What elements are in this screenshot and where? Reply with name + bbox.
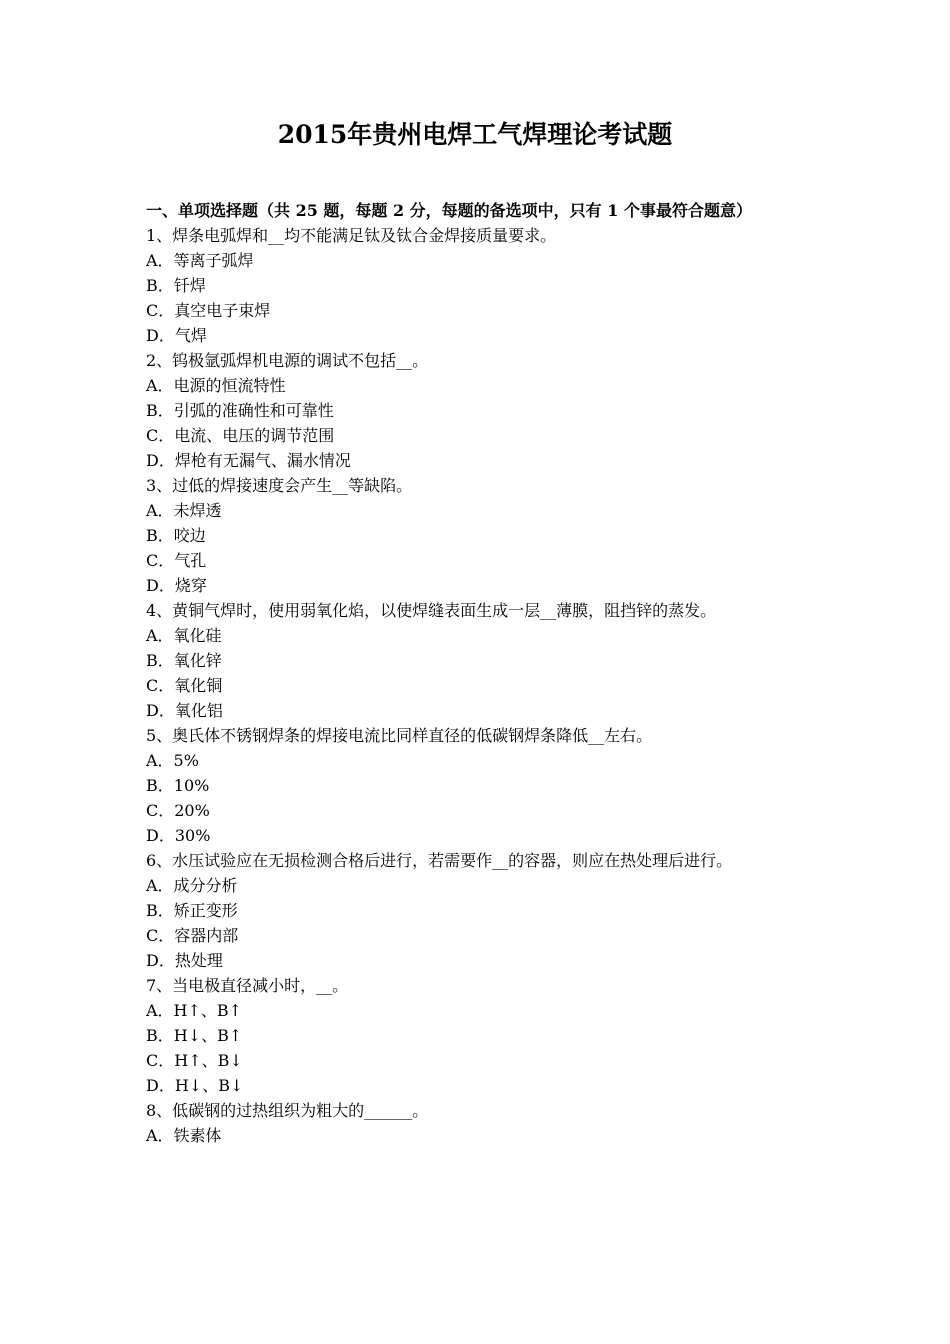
question-text: 2、钨极氩弧焊机电源的调试不包括__。 [146, 351, 429, 370]
question-text: 8、低碳钢的过热组织为粗大的______。 [146, 1101, 429, 1120]
option-c: C．氧化铜 [146, 676, 223, 695]
option-d: D．烧穿 [146, 576, 207, 595]
document-body [146, 199, 811, 1148]
option-d: D．气焊 [146, 326, 207, 345]
option-a: A．电源的恒流特性 [146, 376, 286, 395]
option-a: A．等离子弧焊 [146, 251, 254, 270]
option-d: D．焊枪有无漏气、漏水情况 [146, 451, 351, 470]
question-5 [146, 723, 811, 848]
option-b: B．H↓、B↑ [146, 1026, 243, 1045]
option-b: B．引弧的准确性和可靠性 [146, 401, 334, 420]
question-1 [146, 223, 811, 348]
option-b: B．10% [146, 776, 210, 795]
page-title: 2015年贵州电焊工气焊理论考试题 [277, 120, 673, 149]
option-c: C．H↑、B↓ [146, 1051, 243, 1070]
option-c: C．气孔 [146, 551, 207, 570]
question-3 [146, 473, 811, 598]
option-b: B．氧化锌 [146, 651, 222, 670]
question-7 [146, 973, 811, 1098]
question-text: 1、焊条电弧焊和__均不能满足钛及钛合金焊接质量要求。 [146, 226, 557, 245]
option-c: C．电流、电压的调节范围 [146, 426, 335, 445]
option-c: C．20% [146, 801, 210, 820]
question-4 [146, 598, 811, 723]
option-d: D．热处理 [146, 951, 223, 970]
question-text: 6、水压试验应在无损检测合格后进行，若需要作__的容器，则应在热处理后进行。 [146, 851, 733, 870]
option-b: B．矫正变形 [146, 901, 238, 920]
section-heading: 一、单项选择题（共 25 题，每题 2 分，每题的备选项中，只有 1 个事最符合题意） [146, 201, 752, 220]
option-a: A．5% [146, 751, 199, 770]
question-8 [146, 1098, 811, 1148]
option-b: B．钎焊 [146, 276, 206, 295]
option-b: B．咬边 [146, 526, 206, 545]
question-text: 4、黄铜气焊时，使用弱氧化焰，以使焊缝表面生成一层__薄膜，阻挡锌的蒸发。 [146, 601, 717, 620]
option-a: A．成分分析 [146, 876, 238, 895]
option-a: A．铁素体 [146, 1126, 222, 1145]
question-2 [146, 348, 811, 473]
option-a: A．H↑、B↑ [146, 1001, 243, 1020]
option-d: D．30% [146, 826, 211, 845]
question-text: 7、当电极直径减小时，__。 [146, 976, 349, 995]
question-text: 5、奥氏体不锈钢焊条的焊接电流比同样直径的低碳钢焊条降低__左右。 [146, 726, 653, 745]
option-d: D．氧化铝 [146, 701, 223, 720]
option-c: C．容器内部 [146, 926, 239, 945]
option-d: D．H↓、B↓ [146, 1076, 244, 1095]
option-a: A．未焊透 [146, 501, 222, 520]
question-text: 3、过低的焊接速度会产生__等缺陷。 [146, 476, 413, 495]
question-6 [146, 848, 811, 973]
option-c: C．真空电子束焊 [146, 301, 271, 320]
option-a: A．氧化硅 [146, 626, 222, 645]
